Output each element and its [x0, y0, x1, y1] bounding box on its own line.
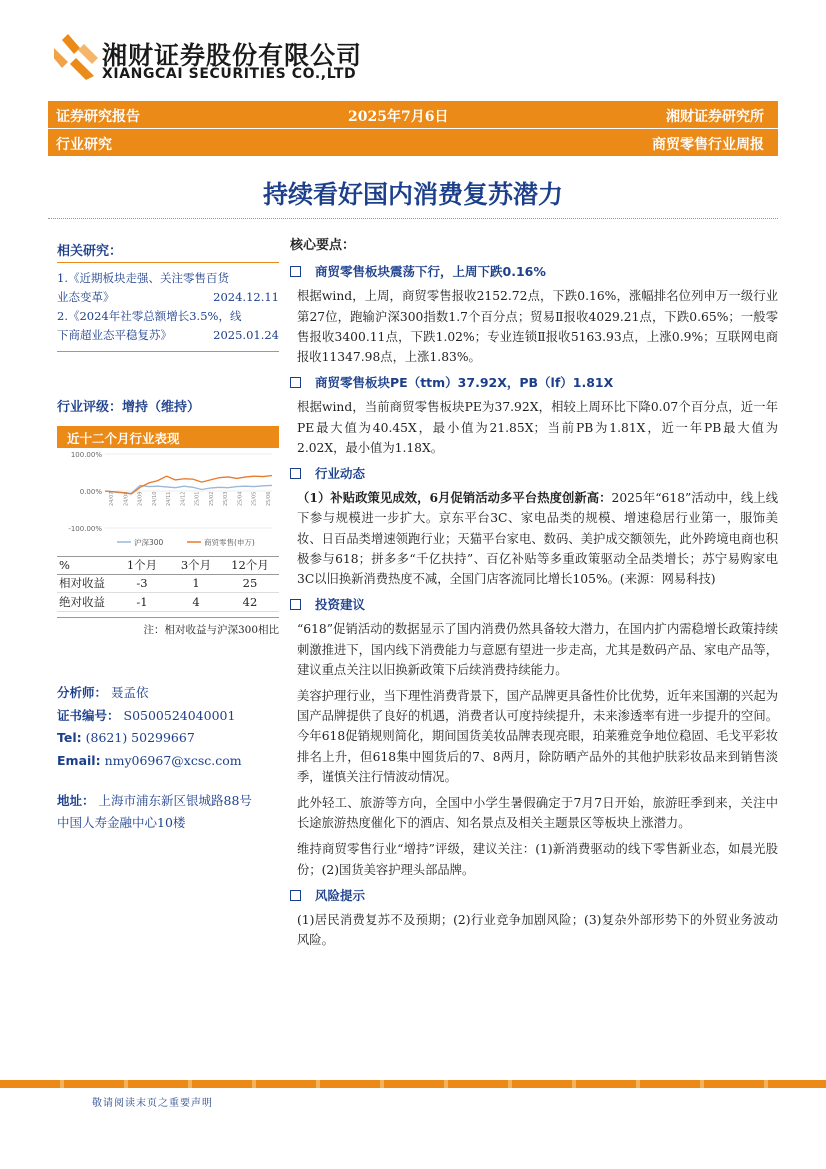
x-tick-label: 24/07: [109, 491, 115, 506]
company-logo-icon: [54, 34, 98, 80]
x-tick-label: 24/12: [180, 491, 187, 506]
section-title-text: 投资建议: [315, 597, 366, 613]
paragraph: 根据wind，当前商贸零售板块PE为37.92X，相较上周环比下降0.07个百分点，近一年PE最大值为40.45X，最小值为21.85X；当前PB为1.81X，近一年PB最大值为2.02X，最小值为1.18X。: [297, 400, 778, 455]
related-item-line1: 1.《近期板块走强、关注零售百货: [57, 271, 229, 285]
table-cell: 相对收益: [59, 576, 105, 591]
x-tick-label: 25/06: [266, 491, 272, 506]
paragraph: 维持商贸零售行业“增持”评级，建议关注：(1)新消费驱动的线下零售新业态，如晨光股份；(2)国货美容护理头部品牌。: [297, 842, 778, 877]
footer-bar: [0, 1080, 826, 1088]
related-item-date: 2024.12.11: [213, 290, 279, 304]
report-date: 2025年7月6日: [348, 109, 449, 125]
related-heading: [57, 240, 277, 259]
series-line: [105, 485, 272, 493]
table-cell: -1: [136, 594, 148, 609]
related-item[interactable]: [57, 307, 279, 345]
y-tick-label: -100.00%: [68, 525, 102, 533]
tel-label: Tel:: [57, 730, 82, 745]
paragraph: 美容护理行业，当下理性消费背景下，国产品牌更具备性价比优势，近年来国潮的兴起为国产品牌提供了良好的机遇，消费者认可度持续提升，未来渗透率有进一步提升的空间。今年618促销规则简化，期间国货美妆品牌表现亮眼，珀莱雅竞争地位稳固、毛戈平彩妆排名上升，但618集中囤货后的7、8两月，除防晒产品外的其他护肤彩妆品来到销售淡季，谨慎关注行情波动情况。: [297, 689, 778, 784]
address: [57, 790, 287, 834]
x-tick-label: 25/04: [237, 491, 244, 506]
paragraph-text: 2025年“618”活动中，线上线下参与规模进一步扩大。京东平台3C、家电品类的规模、增速稳居行业第一，服饰美妆、日百品类增速领跑行业；天猫平台家电、数码、美护成交额领先，此外跨境电商也积极参与618；拼多多“千亿扶持”、百亿补贴等多重政策驱动全品类增长；苏宁易购家电3C以旧换新消费热度不减，全国门店客流同比增长105%。(来源：网易科技): [297, 491, 778, 587]
paragraph: 此外轻工、旅游等方向，全国中小学生暑假确定于7月7日开始，旅游旺季到来，关注中长途旅游热度催化下的酒店、知名景点及相关主题景区等板块上涨潜力。: [297, 796, 778, 831]
performance-chart: [57, 450, 279, 554]
related-item[interactable]: [57, 269, 279, 307]
header-bar-1: [48, 101, 778, 128]
checkbox-icon: [290, 599, 301, 610]
table-header-cell: 3个月: [180, 558, 212, 573]
table-cell: 4: [192, 594, 200, 609]
x-tick-label: 24/11: [166, 491, 173, 506]
tel-number: (8621) 50299667: [85, 730, 195, 745]
address-line2: 中国人寿金融中心10楼: [57, 815, 186, 830]
paragraph: [290, 488, 778, 589]
footer-disclaimer: 敬请阅读末页之重要声明: [92, 1098, 213, 1109]
table-row: [57, 575, 279, 594]
section-title: [290, 595, 778, 615]
section-title: [290, 262, 778, 282]
x-tick-label: 24/09: [137, 491, 144, 506]
checkbox-icon: [290, 890, 301, 901]
paragraph: (1)居民消费复苏不及预期；(2)行业竞争加剧风险；(3)复杂外部形势下的外贸业务波动风险。: [297, 913, 778, 948]
report-type: 证券研究报告: [56, 109, 140, 125]
table-cell: 42: [242, 594, 258, 609]
related-heading-text: 相关研究：: [57, 244, 123, 259]
section-title: [290, 886, 778, 906]
table-cell: -3: [136, 576, 148, 591]
company-name-cn: 湘财证券股份有限公司: [102, 41, 363, 70]
section-title-text: 行业动态: [315, 466, 366, 482]
title-divider: [48, 218, 778, 219]
table-header-cell: 12个月: [231, 558, 269, 573]
table-note: 注：相对收益与沪深300相比: [57, 617, 279, 637]
checkbox-icon: [290, 468, 301, 479]
section-title: [290, 464, 778, 484]
section-title-text: 商贸零售板块震荡下行，上周下跌0.16%: [315, 264, 546, 280]
company-name-en: XIANGCAI SECURITIES CO.,LTD: [102, 66, 357, 82]
core-points: [290, 236, 778, 957]
performance-table: [57, 556, 279, 612]
analyst-contact: [57, 682, 287, 772]
header-bar-2: [48, 129, 778, 156]
address-label: 地址：: [57, 793, 95, 808]
checkbox-icon: [290, 266, 301, 277]
report-category: 行业研究: [56, 137, 112, 153]
x-tick-label: 25/01: [194, 491, 201, 506]
table-cell: 25: [242, 576, 258, 591]
institute-name: 湘财证券研究所: [666, 109, 764, 125]
legend-label: 沪深300: [134, 538, 164, 547]
email-link[interactable]: nmy06967@xcsc.com: [104, 752, 242, 768]
analyst-label: 分析师：: [57, 685, 108, 700]
page-title: 持续看好国内消费复苏潜力: [262, 180, 563, 209]
legend-label: 商贸零售(申万): [204, 538, 255, 547]
related-item-line1: 2.《2024年社零总额增长3.5%，线: [57, 309, 242, 323]
table-header-row: [57, 556, 279, 575]
x-tick-label: 24/10: [151, 491, 158, 506]
analyst-name: 聂孟依: [111, 685, 149, 700]
y-tick-label: 0.00%: [79, 488, 102, 496]
related-list: [57, 262, 279, 352]
table-cell: 1: [192, 576, 200, 591]
section-title: [290, 373, 778, 393]
x-tick-label: 25/02: [208, 491, 215, 506]
y-tick-label: 100.00%: [70, 451, 102, 459]
table-cell: 绝对收益: [59, 594, 105, 609]
section-title-text: 风险提示: [315, 887, 366, 903]
address-line1: 上海市浦东新区银城路88号: [98, 793, 252, 808]
core-points-heading: 核心要点：: [290, 238, 356, 253]
related-item-line2: 下商超业态平稳复苏》: [57, 328, 172, 342]
cert-label: 证书编号：: [57, 707, 120, 723]
performance-heading: 近十二个月行业表现: [57, 426, 279, 448]
x-tick-label: 25/03: [223, 491, 230, 506]
industry-rating: 行业评级：增持（维持）: [57, 400, 201, 415]
x-tick-label: 25/05: [251, 491, 258, 506]
paragraph: 根据wind，上周，商贸零售报收2152.72点，下跌0.16%，涨幅排名位列申万一级行业第27位，跑输沪深300指数1.7个百分点；贸易Ⅱ报收4029.21点，下跌0.65%；一般零售报收3400.11点，下跌1.02%；专业连锁Ⅱ报收5163.93点，上涨0.9%；互联网电商报收11347.98点，上涨1.83%。: [297, 289, 778, 365]
checkbox-icon: [290, 377, 301, 388]
report-series: 商贸零售行业周报: [652, 137, 764, 153]
table-header-cell: %: [59, 558, 70, 573]
paragraph: “618”促销活动的数据显示了国内消费仍然具备较大潜力，在国内扩内需稳增长政策持续刺激推进下，国内线下消费能力与意愿有望进一步走高，尤其是数码产品、家电产品等，建议重点关注以旧换新政策下后续消费持续能力。: [297, 622, 778, 677]
table-row: [57, 593, 279, 612]
paragraph-lead: （1）补贴政策见成效，6月促销活动多平台热度创新高：: [297, 490, 612, 506]
cert-number: S0500524040001: [123, 707, 236, 723]
x-tick-label: 24/08: [123, 491, 130, 506]
related-item-date: 2025.01.24: [213, 328, 279, 342]
table-header-cell: 1个月: [126, 558, 158, 573]
related-item-line2: 业态变革》: [57, 290, 115, 304]
email-label: Email:: [57, 752, 101, 768]
section-title-text: 商贸零售板块PE（ttm）37.92X，PB（lf）1.81X: [315, 375, 614, 391]
